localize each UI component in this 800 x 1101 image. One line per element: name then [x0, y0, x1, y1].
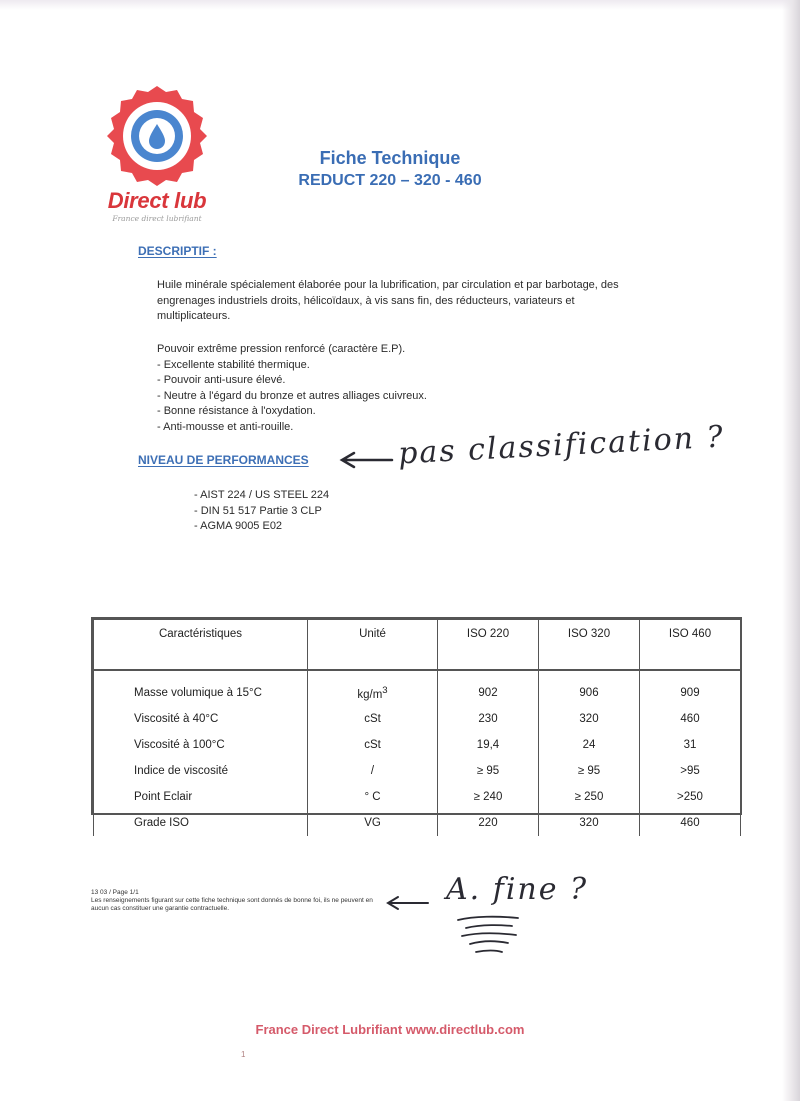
footnote: [91, 889, 381, 913]
value-iso220: 902: [438, 670, 539, 706]
column-header: ISO 320: [539, 620, 640, 671]
performances-heading: NIVEAU DE PERFORMANCES: [138, 453, 309, 467]
row-label: Viscosité à 100°C: [94, 732, 308, 758]
list-item: - Excellente stabilité thermique.: [157, 358, 310, 371]
handwritten-arrow-icon: [338, 450, 394, 470]
row-label: Indice de viscosité: [94, 758, 308, 784]
descriptif-heading: DESCRIPTIF :: [138, 244, 217, 258]
list-item: - DIN 51 517 Partie 3 CLP: [194, 504, 322, 517]
product-name: REDUCT 220 – 320 - 460: [298, 172, 482, 189]
row-label: Masse volumique à 15°C: [94, 670, 308, 706]
value-iso460: 31: [640, 732, 741, 758]
list-item: - AGMA 9005 E02: [194, 520, 283, 532]
handwritten-note-fine: A. fine ?: [446, 872, 589, 907]
properties-block: [157, 342, 647, 435]
list-item: - Anti-mousse et anti-rouille.: [157, 420, 294, 433]
characteristics-table: [91, 617, 742, 829]
value-iso220: 220: [438, 810, 539, 836]
value-iso320: ≥ 95: [539, 758, 640, 784]
row-unit: /: [308, 758, 438, 784]
performances-list: [194, 488, 494, 535]
value-iso460: >95: [640, 758, 741, 784]
table-row: [94, 670, 741, 706]
column-header: ISO 220: [438, 620, 539, 671]
row-label: Viscosité à 40°C: [94, 706, 308, 732]
page-title: Fiche Technique: [319, 148, 461, 168]
column-header: Caractéristiques: [94, 620, 308, 671]
properties-intro: Pouvoir extrême pression renforcé (caractère E.P).: [157, 343, 406, 355]
table-row: [94, 706, 741, 732]
value-iso220: 19,4: [438, 732, 539, 758]
descriptif-paragraph: Huile minérale spécialement élaborée pour la lubrification, par circulation et par barbotage, des engrenages industriels droits, hélicoïdaux, à vis sans fin, des réducteurs, variateurs et multiplicateurs.: [157, 279, 619, 322]
row-unit: ° C: [308, 784, 438, 810]
value-iso220: ≥ 95: [438, 758, 539, 784]
unit-base: kg/m: [357, 688, 383, 701]
list-item: - AIST 224 / US STEEL 224: [194, 489, 330, 501]
row-label: Point Eclair: [94, 784, 308, 810]
value-iso320: ≥ 250: [539, 784, 640, 810]
list-item: - Neutre à l'égard du bronze et autres alliages cuivreux.: [157, 389, 427, 402]
logo-wordmark: Direct lub: [107, 188, 207, 213]
list-item: - Pouvoir anti-usure élevé.: [157, 374, 286, 386]
value-iso220: ≥ 240: [438, 784, 539, 810]
list-item: - Bonne résistance à l'oxydation.: [157, 405, 316, 417]
row-label: Grade ISO: [94, 810, 308, 836]
value-iso320: 906: [539, 670, 640, 706]
unit-superscript: 3: [382, 685, 388, 697]
table-row: [94, 784, 741, 810]
scan-shadow-right: [782, 0, 800, 1101]
value-iso320: 320: [539, 706, 640, 732]
value-iso460: >250: [640, 784, 741, 810]
footer-company-line: France Direct Lubrifiant www.directlub.com: [255, 1022, 525, 1037]
handwritten-note-classification: pas classification ?: [397, 419, 726, 472]
title-block: [240, 146, 540, 192]
value-iso460: 460: [640, 810, 741, 836]
page-reference: 13 03 / Page 1/1: [91, 889, 139, 896]
handwritten-scribble-icon: [452, 912, 532, 964]
properties-list: [157, 358, 647, 436]
value-iso320: 24: [539, 732, 640, 758]
value-iso220: 230: [438, 706, 539, 732]
value-iso460: 460: [640, 706, 741, 732]
column-header: ISO 460: [640, 620, 741, 671]
company-logo: [92, 84, 222, 229]
row-unit: [308, 670, 438, 706]
row-unit: VG: [308, 810, 438, 836]
table-row: [94, 758, 741, 784]
row-unit: cSt: [308, 732, 438, 758]
descriptif-body: [157, 278, 647, 325]
row-unit: cSt: [308, 706, 438, 732]
column-header: Unité: [308, 620, 438, 671]
logo-drop-icon: [100, 84, 214, 188]
handwritten-arrow-icon: [384, 895, 430, 911]
value-iso460: 909: [640, 670, 741, 706]
disclaimer-text: Les renseignements figurant sur cette fiche technique sont donnés de bonne foi, ils ne peuvent en aucun cas constituer une garantie contractuelle.: [91, 897, 373, 912]
footer-mark: 1: [241, 1050, 246, 1059]
scan-shadow-top: [0, 0, 800, 10]
table-header-row: [94, 620, 741, 671]
table-row: [94, 810, 741, 836]
value-iso320: 320: [539, 810, 640, 836]
logo-tagline: France direct lubrifiant: [112, 214, 202, 223]
table-row: [94, 732, 741, 758]
